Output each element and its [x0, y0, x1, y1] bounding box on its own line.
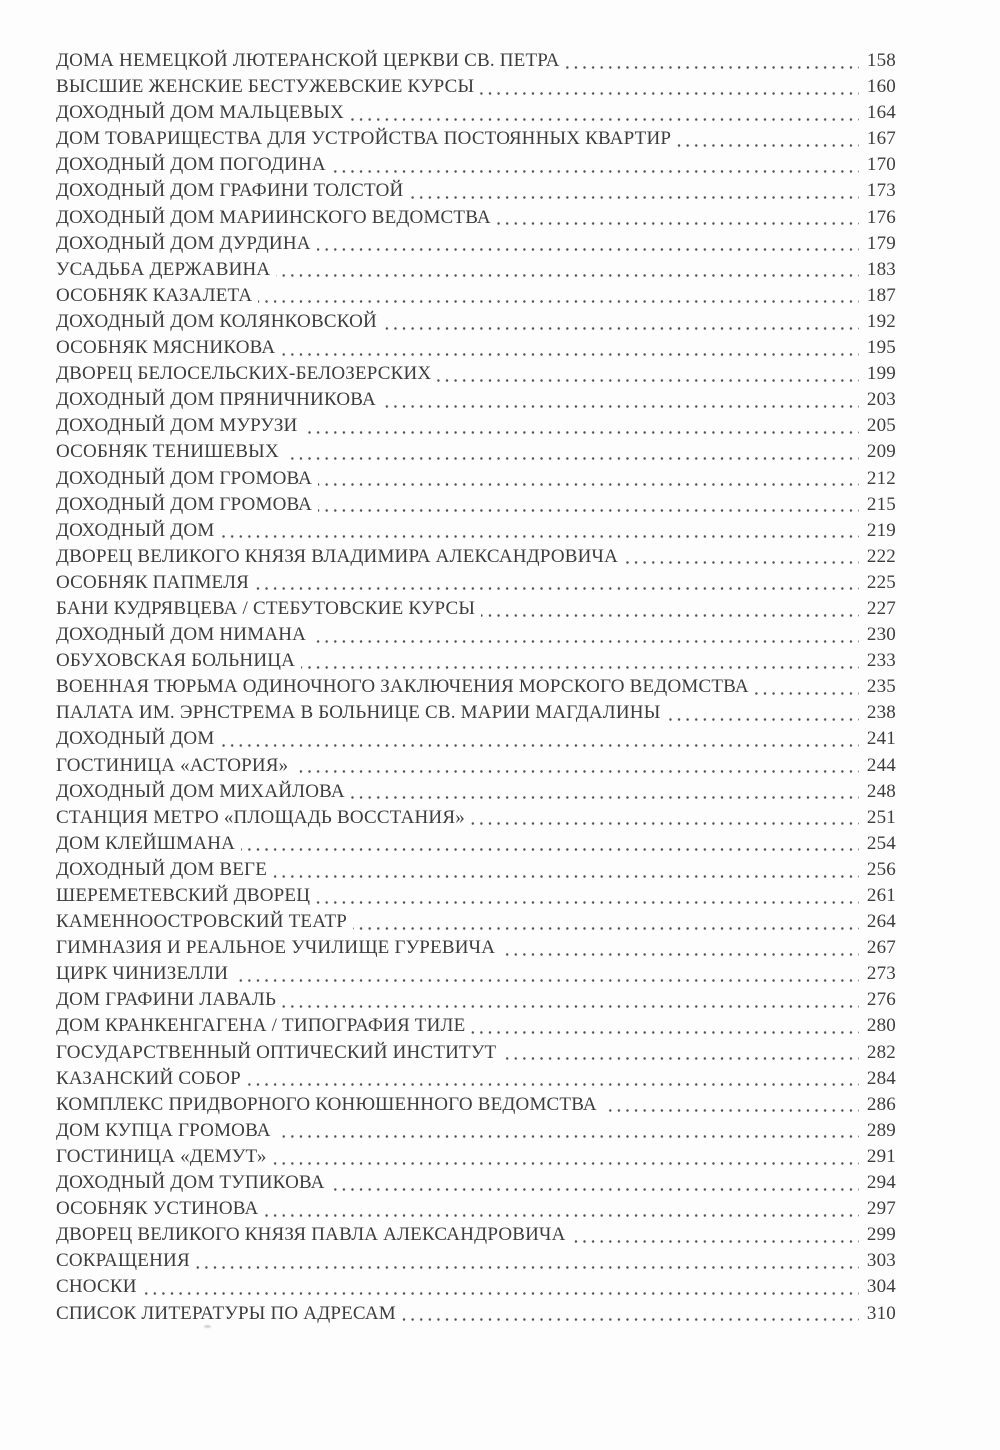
- toc-entry-title: ДОХОДНЫЙ ДОМ: [56, 518, 220, 544]
- toc-entry-page: 199: [859, 361, 896, 387]
- toc-entry: [56, 335, 896, 361]
- toc-entry-page: 267: [859, 935, 896, 961]
- toc-entry-page: 282: [859, 1040, 896, 1066]
- toc-entry-page: 167: [859, 126, 896, 152]
- toc-entry-title: ШЕРЕМЕТЕВСКИЙ ДВОРЕЦ: [56, 883, 316, 909]
- toc-entry: [56, 231, 896, 257]
- toc-entry: [56, 648, 896, 674]
- toc-entry: [56, 152, 896, 178]
- toc-entry-title: УСАДЬБА ДЕРЖАВИНА: [56, 257, 276, 283]
- toc-entry: [56, 518, 896, 544]
- toc-entry-title: ДОХОДНЫЙ ДОМ ГРОМОВА: [56, 466, 318, 492]
- toc-entry-page: 310: [859, 1301, 896, 1327]
- toc-entry: [56, 1222, 896, 1248]
- toc-entry-title: ГОСУДАРСТВЕННЫЙ ОПТИЧЕСКИЙ ИНСТИТУТ: [56, 1040, 502, 1066]
- toc-entry-page: 297: [859, 1196, 896, 1222]
- toc-entry: [56, 309, 896, 335]
- toc-entry: [56, 1248, 896, 1274]
- toc-entry-title: ДОХОДНЫЙ ДОМ ВЕГЕ: [56, 857, 273, 883]
- toc-entry-page: 238: [859, 700, 896, 726]
- toc-entry-title: ДОХОДНЫЙ ДОМ: [56, 726, 220, 752]
- toc-entry-page: 183: [859, 257, 896, 283]
- toc-entry-title: ГОСТИНИЦА «ДЕМУТ»: [56, 1144, 273, 1170]
- toc-entry-page: 256: [859, 857, 896, 883]
- toc-entry-title: КАЗАНСКИЙ СОБОР: [56, 1066, 247, 1092]
- toc-entry-title: ДОХОДНЫЙ ДОМ МАЛЬЦЕВЫХ: [56, 100, 350, 126]
- toc-entry-title: ДОХОДНЫЙ ДОМ КОЛЯНКОВСКОЙ: [56, 309, 383, 335]
- toc-entry-page: 273: [859, 961, 896, 987]
- toc-entry-title: ДВОРЕЦ ВЕЛИКОГО КНЯЗЯ ВЛАДИМИРА АЛЕКСАНДРОВИЧА: [56, 544, 624, 570]
- toc-entry: [56, 961, 896, 987]
- toc-entry-title: ДОХОДНЫЙ ДОМ ПРЯНИЧНИКОВА: [56, 387, 382, 413]
- toc-entry-title: ДОХОДНЫЙ ДОМ ГРОМОВА: [56, 492, 318, 518]
- toc-entry-page: 209: [859, 439, 896, 465]
- toc-entry: [56, 753, 896, 779]
- toc-entry-page: 294: [859, 1170, 896, 1196]
- toc-entry: [56, 1118, 896, 1144]
- toc-entry: [56, 544, 896, 570]
- toc-entry: [56, 570, 896, 596]
- toc-entry: [56, 622, 896, 648]
- toc-entry-title: ДОМА НЕМЕЦКОЙ ЛЮТЕРАНСКОЙ ЦЕРКВИ СВ. ПЕТРА: [56, 48, 566, 74]
- toc-entry: [56, 674, 896, 700]
- toc-entry: [56, 1196, 896, 1222]
- toc-entry-page: 276: [859, 987, 896, 1013]
- toc-entry-page: 164: [859, 100, 896, 126]
- toc-entry-page: 219: [859, 518, 896, 544]
- toc-entry-page: 212: [859, 466, 896, 492]
- toc-entry: [56, 387, 896, 413]
- toc-entry: [56, 48, 896, 74]
- toc-entry: [56, 805, 896, 831]
- toc-entry: [56, 700, 896, 726]
- toc-entry: [56, 831, 896, 857]
- toc-entry: [56, 439, 896, 465]
- toc-entry-page: 235: [859, 674, 896, 700]
- toc-entry: [56, 1274, 896, 1300]
- toc-entry-title: КОМПЛЕКС ПРИДВОРНОГО КОНЮШЕННОГО ВЕДОМСТВА: [56, 1092, 603, 1118]
- toc-entry-title: ЦИРК ЧИНИЗЕЛЛИ: [56, 961, 234, 987]
- toc-entry-title: ДОХОДНЫЙ ДОМ ДУРДИНА: [56, 231, 317, 257]
- toc-entry-title: ДОХОДНЫЙ ДОМ ПОГОДИНА: [56, 152, 332, 178]
- toc-entry: [56, 413, 896, 439]
- toc-entry-title: ГОСТИНИЦА «АСТОРИЯ»: [56, 753, 294, 779]
- toc-entry: [56, 1301, 896, 1327]
- toc-entry-page: 176: [859, 205, 896, 231]
- toc-entry-title: СТАНЦИЯ МЕТРО «ПЛОЩАДЬ ВОССТАНИЯ»: [56, 805, 471, 831]
- toc-entry-title: ДОХОДНЫЙ ДОМ ТУПИКОВА: [56, 1170, 331, 1196]
- toc-entry-page: 241: [859, 726, 896, 752]
- scan-speck: [204, 1325, 211, 1328]
- toc-entry-page: 227: [859, 596, 896, 622]
- toc-entry-page: 225: [859, 570, 896, 596]
- toc-entry: [56, 361, 896, 387]
- toc-entry: [56, 1013, 896, 1039]
- toc-entry-page: 203: [859, 387, 896, 413]
- toc-entry-page: 230: [859, 622, 896, 648]
- toc-list: [56, 48, 896, 1327]
- toc-entry-page: 215: [859, 492, 896, 518]
- toc-entry: [56, 205, 896, 231]
- toc-entry-title: ОСОБНЯК КАЗАЛЕТА: [56, 283, 258, 309]
- toc-entry-page: 179: [859, 231, 896, 257]
- toc-entry-title: ВЫСШИЕ ЖЕНСКИЕ БЕСТУЖЕВСКИЕ КУРСЫ: [56, 74, 480, 100]
- toc-entry-title: ВОЕННАЯ ТЮРЬМА ОДИНОЧНОГО ЗАКЛЮЧЕНИЯ МОРСКОГО ВЕДОМСТВА: [56, 674, 755, 700]
- toc-entry: [56, 74, 896, 100]
- toc-entry-page: 286: [859, 1092, 896, 1118]
- toc-entry: [56, 1170, 896, 1196]
- toc-entry: [56, 596, 896, 622]
- toc-entry-title: КАМЕННООСТРОВСКИЙ ТЕАТР: [56, 909, 353, 935]
- toc-entry-title: СОКРАЩЕНИЯ: [56, 1248, 196, 1274]
- toc-entry-title: ПАЛАТА ИМ. ЭРНСТРЕМА В БОЛЬНИЦЕ СВ. МАРИИ МАГДАЛИНЫ: [56, 700, 667, 726]
- toc-entry: [56, 178, 896, 204]
- toc-entry-title: ДОМ ГРАФИНИ ЛАВАЛЬ: [56, 987, 282, 1013]
- toc-entry-page: 222: [859, 544, 896, 570]
- toc-entry: [56, 257, 896, 283]
- toc-entry-title: ДОМ КРАНКЕНГАГЕНА / ТИПОГРАФИЯ ТИЛЕ: [56, 1013, 471, 1039]
- toc-entry-title: ДОХОДНЫЙ ДОМ МИХАЙЛОВА: [56, 779, 351, 805]
- toc-entry-page: 304: [859, 1274, 896, 1300]
- toc-entry-page: 187: [859, 283, 896, 309]
- toc-entry: [56, 466, 896, 492]
- toc-entry-title: ДВОРЕЦ БЕЛОСЕЛЬСКИХ-БЕЛОЗЕРСКИХ: [56, 361, 437, 387]
- toc-entry-page: 158: [859, 48, 896, 74]
- toc-entry: [56, 987, 896, 1013]
- toc-entry-title: ОСОБНЯК ТЕНИШЕВЫХ: [56, 439, 285, 465]
- toc-entry-page: 205: [859, 413, 896, 439]
- toc-entry: [56, 909, 896, 935]
- toc-entry-page: 254: [859, 831, 896, 857]
- toc-entry-title: БАНИ КУДРЯВЦЕВА / СТЕБУТОВСКИЕ КУРСЫ: [56, 596, 481, 622]
- toc-entry-page: 160: [859, 74, 896, 100]
- toc-entry: [56, 883, 896, 909]
- toc-entry-title: ДОХОДНЫЙ ДОМ НИМАНА: [56, 622, 312, 648]
- toc-entry-page: 289: [859, 1118, 896, 1144]
- toc-entry-page: 303: [859, 1248, 896, 1274]
- toc-entry-page: 291: [859, 1144, 896, 1170]
- toc-entry-title: ОСОБНЯК УСТИНОВА: [56, 1196, 264, 1222]
- toc-entry-page: 233: [859, 648, 896, 674]
- toc-entry-page: 173: [859, 178, 896, 204]
- toc-entry: [56, 935, 896, 961]
- toc-entry: [56, 283, 896, 309]
- toc-entry-page: 251: [859, 805, 896, 831]
- toc-entry: [56, 1066, 896, 1092]
- toc-entry-page: 264: [859, 909, 896, 935]
- toc-entry-title: ОСОБНЯК МЯСНИКОВА: [56, 335, 281, 361]
- toc-entry-title: ДОХОДНЫЙ ДОМ МАРИИНСКОГО ВЕДОМСТВА: [56, 205, 497, 231]
- toc-entry: [56, 857, 896, 883]
- toc-entry-title: ГИМНАЗИЯ И РЕАЛЬНОЕ УЧИЛИЩЕ ГУРЕВИЧА: [56, 935, 501, 961]
- toc-entry-title: ДОМ ТОВАРИЩЕСТВА ДЛЯ УСТРОЙСТВА ПОСТОЯННЫХ КВАРТИР: [56, 126, 677, 152]
- toc-entry: [56, 100, 896, 126]
- toc-entry-page: 284: [859, 1066, 896, 1092]
- toc-entry: [56, 726, 896, 752]
- toc-entry-page: 261: [859, 883, 896, 909]
- toc-entry-title: СПИСОК ЛИТЕРАТУРЫ ПО АДРЕСАМ: [56, 1301, 402, 1327]
- toc-entry-title: ДОМ КУПЦА ГРОМОВА: [56, 1118, 277, 1144]
- toc-entry: [56, 126, 896, 152]
- toc-entry-title: ОСОБНЯК ПАПМЕЛЯ: [56, 570, 255, 596]
- toc-entry-page: 248: [859, 779, 896, 805]
- toc-entry-page: 192: [859, 309, 896, 335]
- toc-entry-title: ДОМ КЛЕЙШМАНА: [56, 831, 241, 857]
- toc-entry-title: ДОХОДНЫЙ ДОМ МУРУЗИ: [56, 413, 303, 439]
- toc-entry-page: 195: [859, 335, 896, 361]
- toc-entry-page: 299: [859, 1222, 896, 1248]
- toc-entry-page: 170: [859, 152, 896, 178]
- toc-entry-title: ДОХОДНЫЙ ДОМ ГРАФИНИ ТОЛСТОЙ: [56, 178, 409, 204]
- toc-entry-page: 280: [859, 1013, 896, 1039]
- toc-entry-title: ОБУХОВСКАЯ БОЛЬНИЦА: [56, 648, 301, 674]
- toc-entry-title: ДВОРЕЦ ВЕЛИКОГО КНЯЗЯ ПАВЛА АЛЕКСАНДРОВИЧА: [56, 1222, 572, 1248]
- toc-entry-page: 244: [859, 753, 896, 779]
- toc-entry: [56, 779, 896, 805]
- toc-entry: [56, 492, 896, 518]
- toc-entry-title: СНОСКИ: [56, 1274, 143, 1300]
- toc-entry: [56, 1092, 896, 1118]
- toc-entry: [56, 1144, 896, 1170]
- toc-entry: [56, 1040, 896, 1066]
